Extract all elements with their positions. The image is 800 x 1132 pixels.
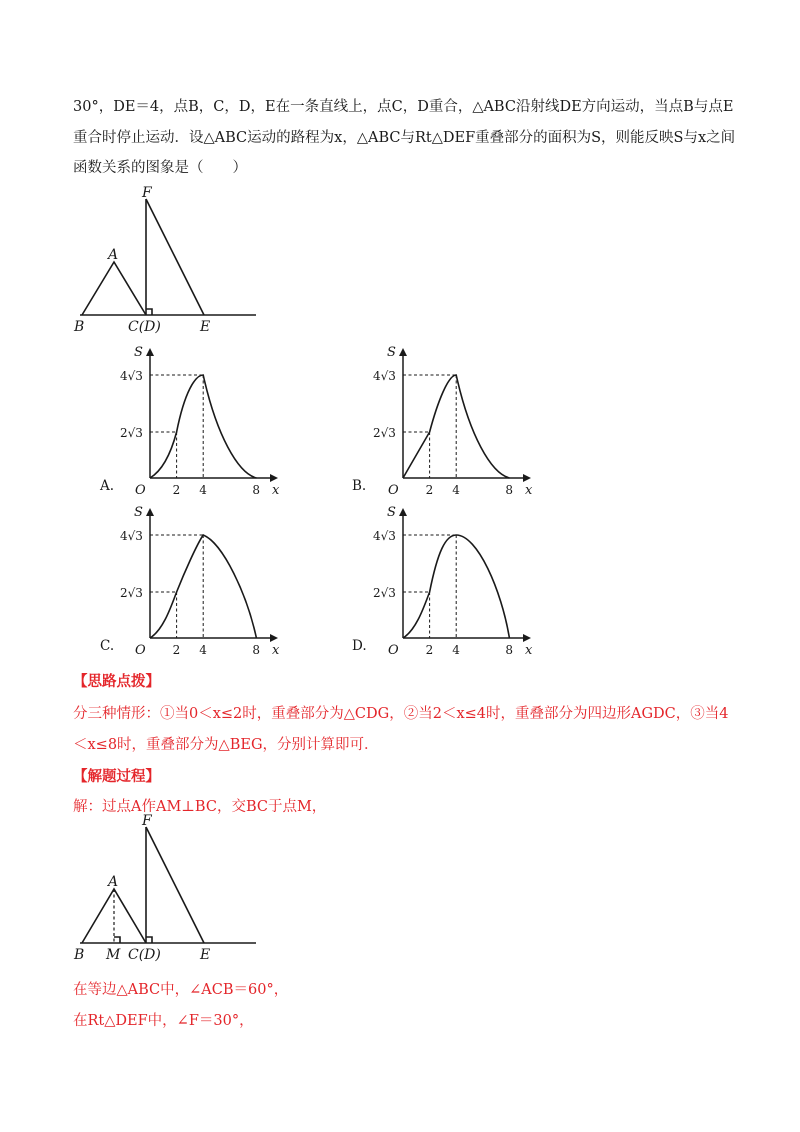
tick-label-8: 8 — [505, 483, 514, 497]
origin-label: O — [135, 643, 146, 658]
y-axis-arrow — [399, 348, 407, 356]
tick-label-2root3: 2√3 — [373, 586, 396, 600]
tick-label-4: 4 — [199, 483, 207, 497]
tick-label-2: 2 — [172, 483, 181, 497]
solution-line-3: 在Rt△DEF中，∠F＝30°， — [73, 1013, 254, 1029]
x-axis-arrow — [270, 634, 278, 642]
label-E: E — [200, 319, 211, 335]
tick-label-4: 4 — [199, 643, 207, 657]
problem-line-1: 30°，DE＝4，点B，C，D，E在一条直线上，点C，D重合，△ABC沿射线DE方向运动，当点B与点E — [73, 99, 734, 115]
figure-triangles-with-altitude — [70, 812, 270, 964]
option-graph-c — [120, 500, 290, 658]
solution-heading: 【解题过程】 — [73, 768, 160, 785]
label2-B: B — [74, 947, 85, 963]
y-axis-arrow — [146, 508, 154, 516]
hint-heading: 【思路点拨】 — [73, 673, 160, 690]
option-graph-b — [373, 340, 543, 498]
tick-label-4: 4 — [452, 483, 460, 497]
problem-line-2: 重合时停止运动．设△ABC运动的路程为x，△ABC与Rt△DEF重叠部分的面积为S，则能反映S与x之间 — [73, 130, 736, 146]
label-F: F — [142, 185, 152, 201]
axis-label-x: x — [525, 483, 533, 498]
y-axis-arrow — [399, 508, 407, 516]
option-graph-a — [120, 340, 290, 498]
axis-label-x: x — [525, 643, 533, 658]
option-graph-d — [373, 500, 543, 658]
tick-label-2: 2 — [425, 483, 434, 497]
figure-triangles — [70, 185, 270, 335]
tick-label-4root3: 4√3 — [120, 369, 143, 383]
solution-line-2: 在等边△ABC中，∠ACB＝60°， — [73, 982, 289, 998]
axis-label-s: S — [134, 345, 143, 360]
tick-label-4root3: 4√3 — [373, 369, 396, 383]
axis-label-s: S — [387, 345, 396, 360]
solution-line-1: 解：过点A作AM⊥BC，交BC于点M， — [73, 799, 327, 815]
tick-label-4: 4 — [452, 643, 460, 657]
label2-CD: C(D) — [128, 947, 161, 963]
tick-label-4root3: 4√3 — [120, 529, 143, 543]
axis-label-x: x — [272, 643, 280, 658]
option-a-label[interactable]: A. — [100, 478, 115, 494]
label2-M: M — [106, 947, 121, 963]
label-B: B — [74, 319, 85, 335]
axis-label-s: S — [387, 505, 396, 520]
tick-label-8: 8 — [252, 483, 261, 497]
tick-label-2root3: 2√3 — [120, 426, 143, 440]
axis-label-s: S — [134, 505, 143, 520]
tick-label-2root3: 2√3 — [120, 586, 143, 600]
x-axis-arrow — [270, 474, 278, 482]
problem-line-3: 函数关系的图象是（ ） — [73, 160, 247, 176]
option-b-label[interactable]: B. — [352, 478, 367, 494]
origin-label: O — [388, 483, 399, 498]
tick-label-4root3: 4√3 — [373, 529, 396, 543]
label2-A: A — [108, 874, 119, 890]
x-axis-arrow — [523, 634, 531, 642]
tick-label-2: 2 — [172, 643, 181, 657]
option-c-label[interactable]: C. — [100, 638, 115, 654]
label-CD: C(D) — [128, 319, 161, 335]
tick-label-8: 8 — [505, 643, 514, 657]
origin-label: O — [135, 483, 146, 498]
option-d-label[interactable]: D. — [352, 638, 367, 654]
x-axis-arrow — [523, 474, 531, 482]
origin-label: O — [388, 643, 399, 658]
hint-line-1: 分三种情形：①当0＜x≤2时，重叠部分为△CDG，②当2＜x≤4时，重叠部分为四边形AGDC，③当4 — [73, 706, 729, 722]
tick-label-2root3: 2√3 — [373, 426, 396, 440]
label2-F: F — [142, 813, 152, 829]
hint-line-2: ＜x≤8时，重叠部分为△BEG，分别计算即可． — [73, 737, 379, 753]
label2-E: E — [200, 947, 211, 963]
tick-label-8: 8 — [252, 643, 261, 657]
y-axis-arrow — [146, 348, 154, 356]
axis-label-x: x — [272, 483, 280, 498]
label-A: A — [108, 247, 119, 263]
tick-label-2: 2 — [425, 643, 434, 657]
